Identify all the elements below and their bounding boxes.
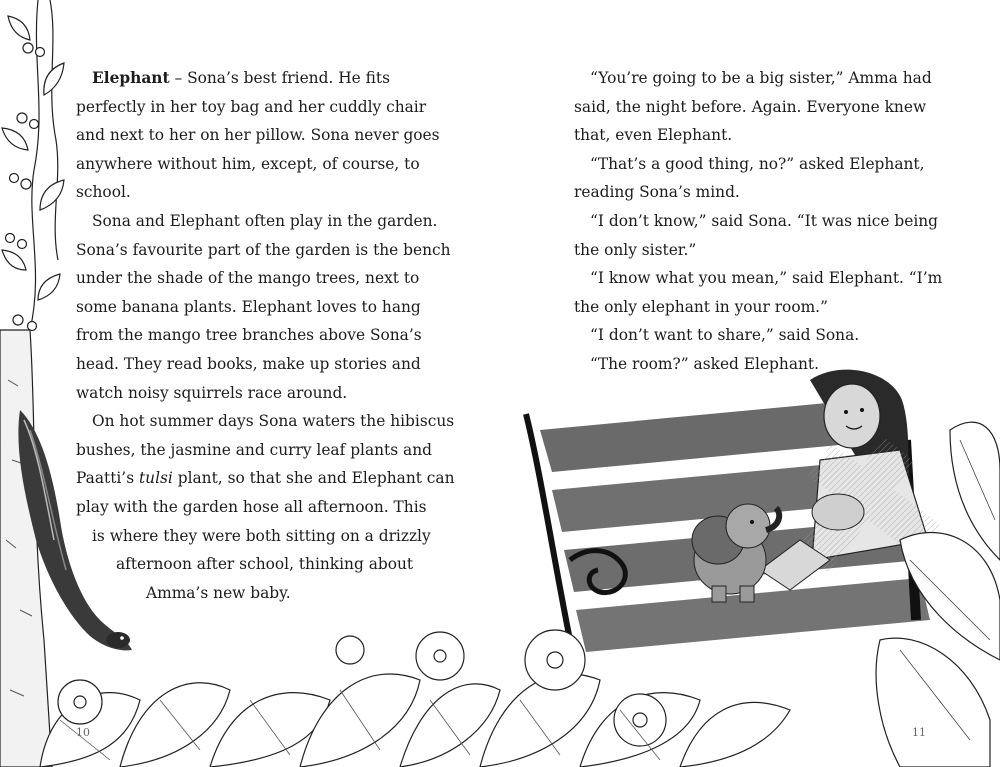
text-line: Sona and Elephant often play in the garden. [92,211,438,230]
left-page-text [76,64,476,607]
text-line: school. [76,183,131,202]
text-line: perfectly in her toy bag and her cuddly chair [76,97,427,116]
text-line: is where they were both sitting on a drizzly [92,526,431,545]
text-line: head. They read books, make up stories and [76,354,421,373]
text-line: Amma’s new baby. [146,583,291,602]
text-line: “I don’t want to share,” said Sona. [590,326,860,345]
text-line: reading Sona’s mind. [574,183,740,202]
text-line: the only sister.” [574,240,697,259]
text-line: bushes, the jasmine and curry leaf plants and [76,440,432,459]
text-line: play with the garden hose all afternoon. This [76,497,427,516]
text-line: “I know what you mean,” said Elephant. “I’m [590,269,943,288]
text-line: from the mango tree branches above Sona’s [76,326,422,345]
text-run: Paatti’s [76,469,139,488]
text-line: On hot summer days Sona waters the hibiscus [92,412,455,431]
text-line [76,464,476,493]
text-line: Sona’s favourite part of the garden is the bench [76,240,451,259]
text-line: that, even Elephant. [574,126,733,145]
text-line: afternoon after school, thinking about [116,555,414,574]
text-line [76,64,476,93]
text-line: some banana plants. Elephant loves to hang [76,297,421,316]
text-line: “You’re going to be a big sister,” Amma had [590,69,932,87]
page-number-right: 11 [912,726,926,739]
page-number-left: 10 [76,726,90,739]
text-line: “The room?” asked Elephant. [590,354,819,373]
text-line: anywhere without him, except, of course, to [76,154,420,173]
text-line: watch noisy squirrels race around. [76,383,348,402]
text-line: said, the night before. Again. Everyone knew [574,97,927,116]
text-line: “I don’t know,” said Sona. “It was nice being [590,211,939,230]
italic-term: tulsi [139,469,173,488]
text-line: the only elephant in your room.” [574,297,828,316]
text-run: plant, so that she and Elephant can [172,469,455,488]
right-page-text [574,64,954,379]
text-line: and next to her on her pillow. Sona never goes [76,126,440,145]
text-line: “That’s a good thing, no?” asked Elephant, [590,154,925,173]
hibiscus-foliage-illustration [40,630,790,767]
text-run: – Sona’s best friend. He fits [169,69,390,87]
text-line: under the shade of the mango trees, next to [76,269,420,288]
bold-term: Elephant [92,69,170,87]
